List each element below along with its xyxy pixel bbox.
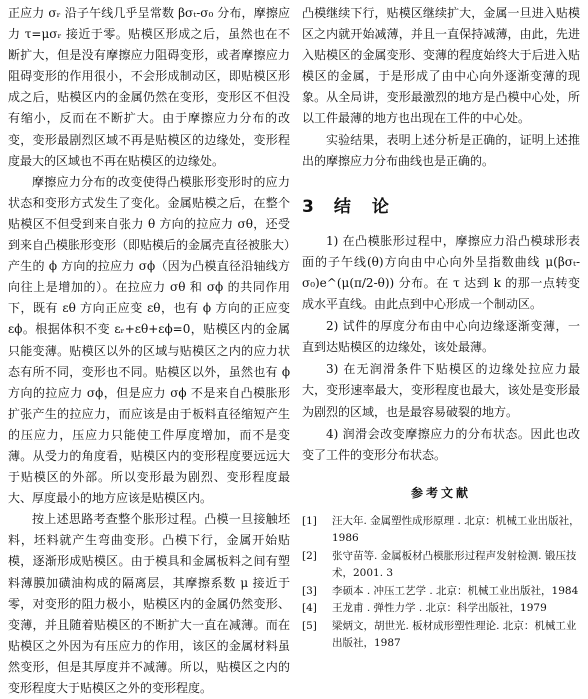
body-paragraph: 按上述思路考查整个胀形过程。凸模一旦接触坯料，坯料就产生弯曲变形。凸模下行，金属开始贴模，逐渐形成贴模区。由于模具和金属板料之间有塑料薄膜加磺油构成的隔离层，其摩擦系数 μ 接近于零，对变形的阻力极小，贴模区内的金属仍然变形、变薄，并且随着贴模区的不断扩大一直在减薄。而在贴模区之外因为有压应力的作用，该区的金属材料虽然变形，但是其厚度并不减薄。所以，贴模区之内的变形程度大于贴模区之外的变形程度。 — [8, 512, 290, 695]
right-column — [302, 3, 580, 653]
reference-number: [3] — [302, 584, 317, 597]
references-heading: 参考文献 — [410, 485, 471, 500]
section-heading — [302, 192, 580, 217]
reference-item — [302, 513, 580, 548]
body-paragraph: 正应力 σᵣ 沿子午线几乎呈常数 βσₜ-σ₀ 分布，摩擦应力 τ=μσᵣ 接近于零。贴模区形成之后，虽然也在不断扩大，但是没有摩擦应力阻碍变形，或者摩擦应力阻碍变形的作用很小，不会形成制动区，即贴模区形成之后，贴模区内的金属仍然在变形，变形区不但没有缩小，反而在不断扩大。由于摩擦应力分布的改变，变形最剧烈区域不再是贴模区的边缘处，变形程度最大的区域也不再在贴模区的边缘处。 — [8, 6, 290, 168]
reference-number: [5] — [302, 619, 317, 632]
reference-text: 梁炳文，胡世光. 板材成形塑性理论. 北京：机械工业出版社，1987 — [332, 619, 577, 650]
conclusion-item: 4) 润滑会改变摩擦应力的分布状态。因此也改变了工件的变形分布状态。 — [302, 426, 580, 462]
left-column — [8, 3, 290, 699]
reference-text: 王龙甫 . 弹性力学 . 北京：科学出版社，1979 — [332, 602, 547, 615]
body-paragraph: 凸模继续下行，贴模区继续扩大，金属一旦进入贴模区之内就开始减薄，并且一直保持减薄，由此，先进入贴模区的金属变形、变薄的程度始终大于后进入贴模区的金属，于是形成了由中心向外逐渐变薄的现象。从全局讲，变形最激烈的地方是凸模中心处，所以工件最薄的地方也出现在工件的中心处。 — [302, 6, 580, 126]
reference-item — [302, 600, 580, 618]
reference-text: 李硕本 . 冲压工艺学 . 北京：机械工业出版社，1984 — [332, 584, 579, 597]
body-paragraph: 摩擦应力分布的改变使得凸模胀形变形时的应力状态和变形方式发生了变化。金属贴模之后，在整个贴模区不但受到来自张力 θ 方向的拉应力 σθ，还受到来自凸模胀形变形（即贴模后的金属壳直径被胀大）产生的 ϕ 方向的拉应力 σϕ（因为凸模直径沿轴线方向往上是增加的）。在拉应力 σθ 和 σϕ 的共同作用下，既有 εθ 方向正应变 εθ，也有 ϕ 方向的正应变 εϕ。根据体积不变 εᵣ+εθ+εϕ=0，贴模区内的金属只能变薄。贴模区以外的区域与贴模区之内的应力状态有所不同，变形也不同。贴模区以外，虽然也有 ϕ 方向的拉应力 σϕ，但是应力 σϕ 不是来自凸模胀形扩张产生的拉应力，而应该是由于板料直径缩短产生的压应力，压应力只能使工件厚度增加，而不是变薄。从受力的角度看，贴模区内的变形程度要远远大于贴模区的外部。所以变形最为剧烈、变形程度最大、厚度最小的地方应该是贴模区内。 — [8, 174, 291, 506]
conclusion-item: 3) 在无润滑条件下贴模区的边缘处拉应力最大，变形速率最大，变形程度也最大，该处是变形最为剧烈的区域，也是最容易破裂的地方。 — [302, 362, 580, 419]
reference-number: [4] — [302, 602, 317, 615]
section-number: 3 — [302, 196, 316, 217]
reference-number: [2] — [302, 549, 317, 562]
conclusion-item: 2) 试件的厚度分布由中心向边缘逐渐变薄，一直到达贴模区的边缘处，该处最薄。 — [302, 319, 580, 355]
body-paragraph: 实验结果，表明上述分析是正确的，证明上述推出的摩擦应力分布曲线也是正确的。 — [302, 132, 580, 168]
conclusion-item: 1) 在凸模胀形过程中，摩擦应力沿凸模球形表面的子午线(θ)方向由中心向外呈指数曲线 μ(βσₜ-σ₀)e^(μ(π/2-θ)) 分布。在 τ 达到 k 的那一点转变成水平直线。由此点到中心形成一个制动区。 — [302, 233, 580, 312]
section-title: 结 论 — [333, 196, 391, 217]
reference-text: 张守苗等. 金属板材凸模胀形过程声发射检测. 锻压技术，2001. 3 — [332, 549, 577, 580]
reference-item — [302, 618, 580, 653]
reference-item — [302, 583, 580, 601]
reference-number: [1] — [302, 514, 317, 527]
reference-text: 汪大年. 金属塑性成形原理 . 北京：机械工业出版社，1986 — [332, 514, 580, 545]
reference-item — [302, 548, 580, 583]
